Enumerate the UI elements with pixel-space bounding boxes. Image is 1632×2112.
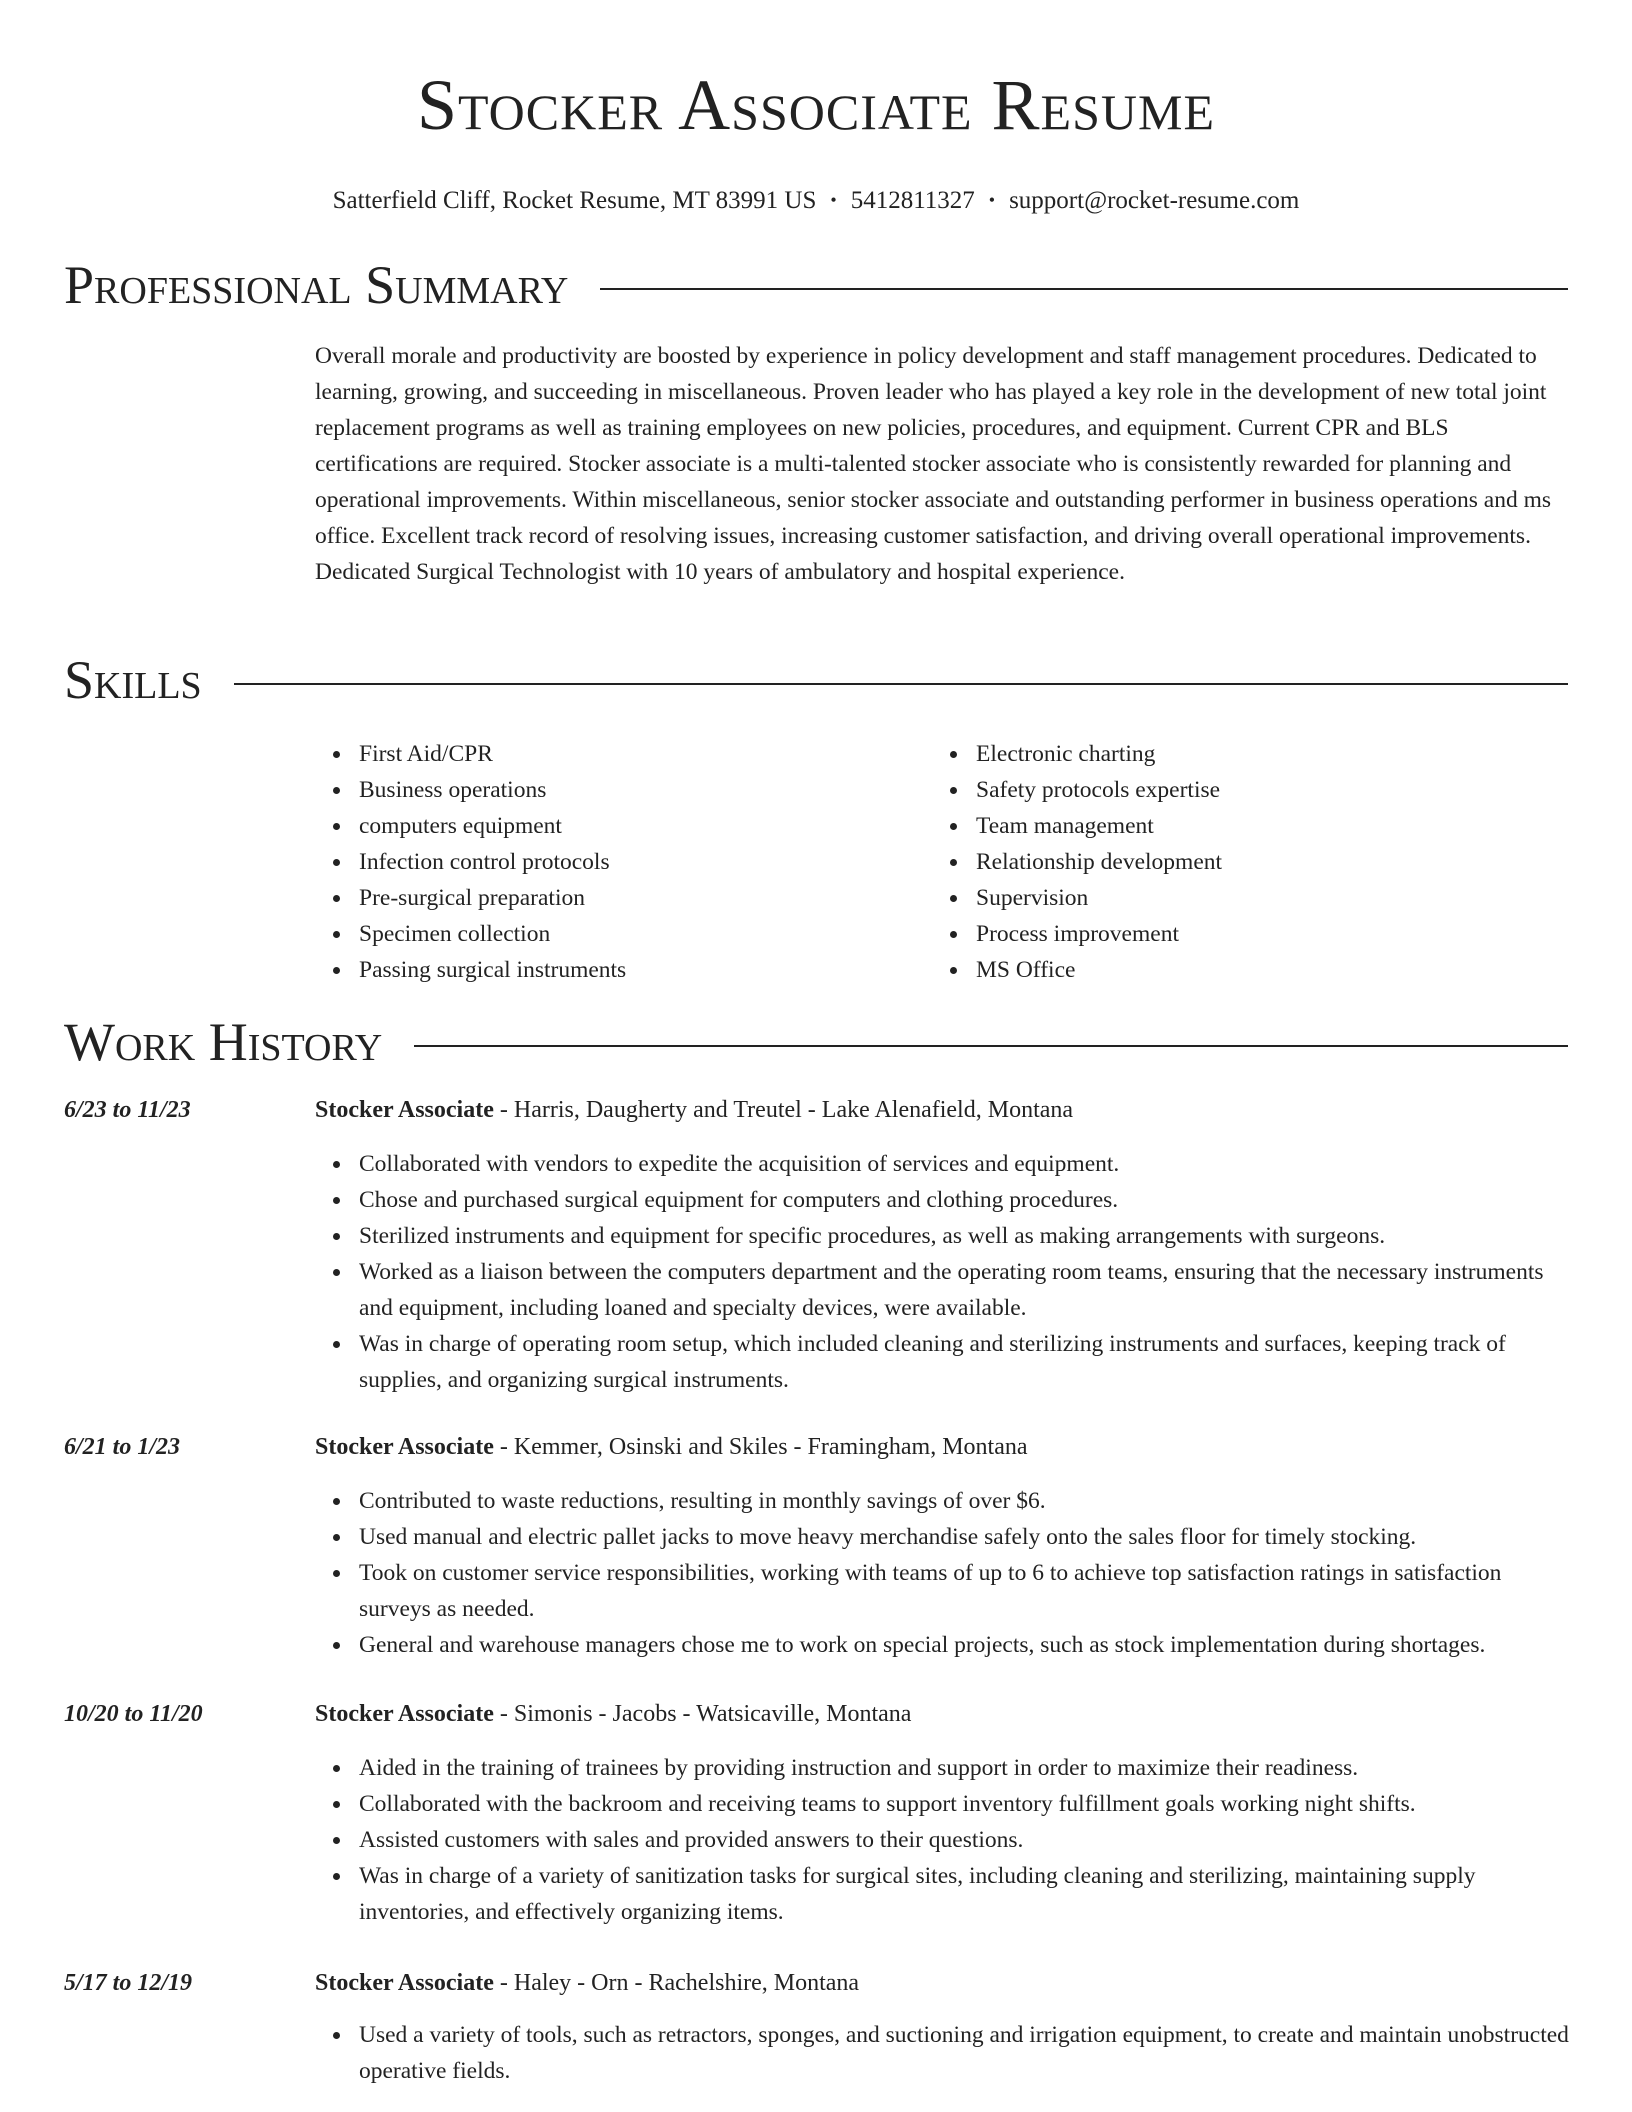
job-bullet: General and warehouse managers chose me to work on special projects, such as stock implementation during shortages. [315, 1627, 1571, 1663]
job-heading [64, 1696, 1568, 1732]
skill-item: Supervision [932, 880, 1549, 916]
skill-item: Infection control protocols [315, 844, 932, 880]
skill-item: Process improvement [932, 916, 1549, 952]
skill-item: computers equipment [315, 808, 932, 844]
resume-header [64, 60, 1568, 217]
section-divider [600, 288, 1568, 290]
contact-address: Satterfield Cliff, Rocket Resume, MT 83991 US [332, 187, 817, 214]
skill-item: First Aid/CPR [315, 736, 932, 772]
job-bullet: Was in charge of operating room setup, which included cleaning and sterilizing instruments and surfaces, keeping track of supplies, and organizing surgical instruments. [315, 1326, 1571, 1398]
job-employer: - Haley - Orn - Rachelshire, Montana [493, 1970, 860, 1996]
job-heading [64, 1092, 1568, 1128]
skill-item: Specimen collection [315, 916, 932, 952]
job-role: Stocker Associate [315, 1434, 494, 1460]
job-bullet: Was in charge of a variety of sanitization tasks for surgical sites, including cleaning and sterilizing, maintaining supply inventories, and effectively organizing items. [315, 1858, 1571, 1930]
contact-line [64, 184, 1568, 217]
skill-item: Electronic charting [932, 736, 1549, 772]
summary-section-header [64, 255, 1568, 315]
job-employer: - Harris, Daugherty and Treutel - Lake Alenafield, Montana [493, 1097, 1074, 1123]
section-divider [234, 683, 1568, 685]
resume-title: Stocker Associate Resume [416, 65, 1216, 145]
job-bullet: Chose and purchased surgical equipment for computers and clothing procedures. [315, 1182, 1571, 1218]
job-bullet: Contributed to waste reductions, resulting in monthly savings of over $6. [315, 1483, 1571, 1519]
skills-column-left [315, 736, 932, 988]
skills-section-header [64, 650, 1568, 710]
job-heading [64, 1965, 1568, 2001]
skill-item: Business operations [315, 772, 932, 808]
job-title-line [315, 1965, 1568, 2001]
job-bullets [315, 2017, 1571, 2089]
job-dates: 6/21 to 1/23 [64, 1434, 181, 1460]
section-divider [414, 1045, 1568, 1047]
job-entry [64, 1092, 1568, 1398]
job-bullet: Took on customer service responsibilities, working with teams of up to 6 to achieve top satisfaction ratings in satisfaction surveys as needed. [315, 1555, 1571, 1627]
job-bullet: Worked as a liaison between the computers department and the operating room teams, ensuring that the necessary instruments and equipment, including loaned and specialty devices, were available. [315, 1254, 1571, 1326]
job-title-line [315, 1092, 1568, 1128]
job-entry [64, 1965, 1568, 2089]
skill-item: MS Office [932, 952, 1549, 988]
job-bullet: Sterilized instruments and equipment for specific procedures, as well as making arrangements with surgeons. [315, 1218, 1571, 1254]
skill-item: Safety protocols expertise [932, 772, 1549, 808]
job-bullet: Assisted customers with sales and provided answers to their questions. [315, 1822, 1571, 1858]
summary-section-title: Professional Summary [64, 255, 569, 315]
job-bullet: Collaborated with the backroom and receiving teams to support inventory fulfillment goals working night shifts. [315, 1786, 1571, 1822]
job-role: Stocker Associate [315, 1097, 494, 1123]
job-dates: 5/17 to 12/19 [64, 1970, 193, 1996]
job-employer: - Kemmer, Osinski and Skiles - Framingham, Montana [493, 1434, 1028, 1460]
job-dates: 6/23 to 11/23 [64, 1097, 191, 1123]
job-dates: 10/20 to 11/20 [64, 1701, 203, 1727]
summary-text: Overall morale and productivity are boosted by experience in policy development and staff management procedures. Dedicated to learning, growing, and succeeding in miscellaneous. Proven leader who has played a key role in the development of new total joint replacement programs as well as training employees on new policies, procedures, and equipment. Current CPR and BLS certifications are required. Stocker associate is a multi-talented stocker associate who is consistently rewarded for planning and operational improvements. Within miscellaneous, senior stocker associate and outstanding performer in business operations and ms office. Excellent track record of resolving issues, increasing customer satisfaction, and driving overall operational improvements. Dedicated Surgical Technologist with 10 years of ambulatory and hospital experience. [315, 343, 1551, 585]
job-title-line [315, 1429, 1568, 1465]
skills-section-title: Skills [64, 650, 202, 710]
skills-list [315, 736, 1571, 988]
job-entry [64, 1696, 1568, 1930]
skills-column-right [932, 736, 1549, 988]
job-entry [64, 1429, 1568, 1663]
skill-item: Team management [932, 808, 1549, 844]
job-bullets [315, 1146, 1571, 1398]
contact-separator: • [830, 190, 837, 210]
job-employer: - Simonis - Jacobs - Watsicaville, Montana [493, 1701, 912, 1727]
work-history-section-title: Work History [64, 1012, 383, 1072]
contact-email: support@rocket-resume.com [1009, 187, 1300, 214]
job-title-line [315, 1696, 1568, 1732]
job-role: Stocker Associate [315, 1701, 494, 1727]
job-role: Stocker Associate [315, 1970, 494, 1996]
job-heading [64, 1429, 1568, 1465]
job-bullet: Used manual and electric pallet jacks to move heavy merchandise safely onto the sales floor for timely stocking. [315, 1519, 1571, 1555]
work-history-section-header [64, 1012, 1568, 1072]
contact-separator: • [988, 190, 996, 210]
job-bullet: Aided in the training of trainees by providing instruction and support in order to maximize their readiness. [315, 1750, 1571, 1786]
job-bullets [315, 1483, 1571, 1663]
job-bullet: Collaborated with vendors to expedite the acquisition of services and equipment. [315, 1146, 1571, 1182]
skill-item: Pre-surgical preparation [315, 880, 932, 916]
skill-item: Passing surgical instruments [315, 952, 932, 988]
job-bullet: Used a variety of tools, such as retractors, sponges, and suctioning and irrigation equipment, to create and maintain unobstructed operative fields. [315, 2017, 1571, 2089]
skill-item: Relationship development [932, 844, 1549, 880]
contact-phone: 5412811327 [850, 187, 975, 214]
job-bullets [315, 1750, 1571, 1930]
